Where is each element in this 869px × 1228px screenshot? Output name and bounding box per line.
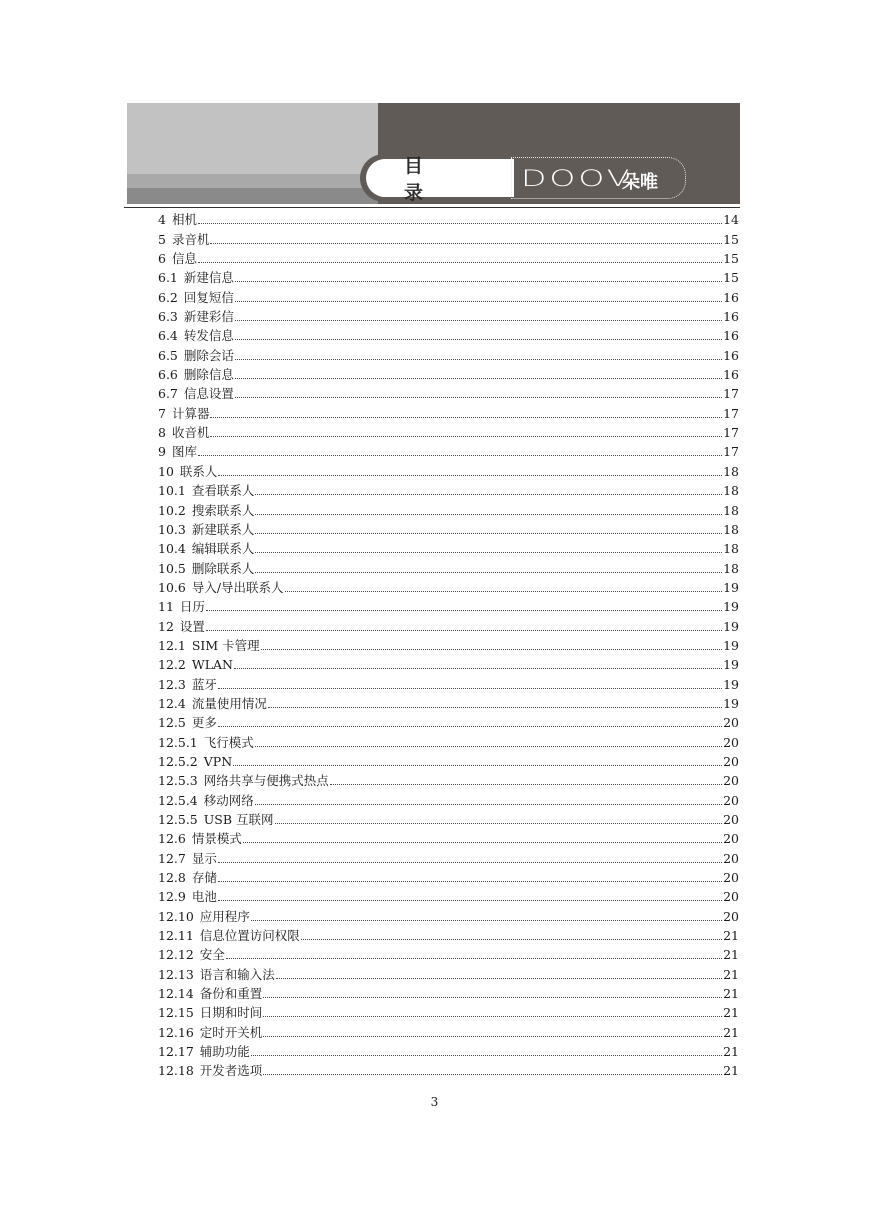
- toc-entry-leader: [276, 978, 722, 979]
- toc-entry[interactable]: [158, 788, 739, 807]
- toc-entry-leader: [218, 475, 722, 476]
- toc-entry-leader: [268, 707, 722, 708]
- toc-entry-title: SIM 卡管理: [191, 637, 260, 653]
- toc-entry[interactable]: [158, 614, 739, 633]
- toc-entry-title: 显示: [191, 850, 217, 866]
- toc-entry-number: 10.4: [158, 541, 186, 557]
- table-of-contents: [158, 208, 739, 1078]
- toc-entry-number: 12.17: [158, 1044, 194, 1060]
- toc-entry-page: 20: [723, 812, 739, 827]
- toc-entry-title: 流量使用情况: [191, 695, 267, 711]
- toc-entry-page: 19: [723, 599, 739, 615]
- toc-entry[interactable]: [158, 363, 739, 382]
- toc-entry-leader: [255, 494, 722, 495]
- brand-logo-latin: DOOV: [521, 167, 633, 192]
- toc-entry-title: 开发者选项: [199, 1063, 263, 1079]
- toc-entry-page: 20: [723, 831, 739, 847]
- toc-entry-page: 19: [723, 657, 739, 673]
- toc-entry-number: 12.5.2: [158, 753, 198, 769]
- toc-entry[interactable]: [158, 885, 739, 904]
- toc-entry-title: 信息位置访问权限: [199, 928, 300, 944]
- toc-entry[interactable]: [158, 808, 739, 827]
- toc-entry-page: 18: [723, 541, 739, 557]
- toc-entry-title: 移动网络: [203, 792, 254, 808]
- brand-logo: [511, 157, 686, 199]
- toc-entry-page: 18: [723, 483, 739, 499]
- toc-entry-number: 12.5.3: [158, 773, 198, 789]
- toc-entry-number: 12.10: [158, 908, 194, 924]
- toc-entry-leader: [251, 1055, 722, 1056]
- toc-entry-page: 16: [723, 367, 739, 383]
- toc-entry-page: 18: [723, 502, 739, 518]
- toc-entry-page: 19: [723, 695, 739, 711]
- toc-entry-number: 6.2: [158, 289, 178, 305]
- toc-entry-title: 网络共享与便携式热点: [203, 773, 329, 789]
- toc-entry[interactable]: [158, 518, 739, 537]
- toc-entry-number: 12.13: [158, 966, 194, 982]
- toc-entry-number: 12.3: [158, 676, 186, 692]
- toc-entry[interactable]: [158, 343, 739, 362]
- toc-entry-page: 16: [723, 309, 739, 325]
- toc-entry[interactable]: [158, 421, 739, 440]
- toc-entry[interactable]: [158, 498, 739, 517]
- toc-entry-leader: [198, 262, 722, 263]
- toc-entry[interactable]: [158, 750, 739, 769]
- toc-entry[interactable]: [158, 943, 739, 962]
- page-number: 3: [430, 1095, 439, 1109]
- toc-entry-number: 9: [158, 444, 166, 460]
- toc-entry-title: 收音机: [171, 425, 210, 441]
- toc-entry[interactable]: [158, 653, 739, 672]
- toc-entry-number: 12.1: [158, 637, 186, 653]
- toc-entry-number: 12.18: [158, 1063, 194, 1079]
- toc-entry-title: 新建联系人: [191, 521, 255, 537]
- toc-entry-title: 情景模式: [191, 831, 242, 847]
- toc-entry-leader: [218, 881, 722, 882]
- toc-entry-title: 应用程序: [199, 908, 250, 924]
- toc-entry[interactable]: [158, 305, 739, 324]
- toc-entry[interactable]: [158, 827, 739, 846]
- toc-entry-title: 飞行模式: [203, 734, 254, 750]
- toc-entry-number: 10.5: [158, 560, 186, 576]
- toc-entry[interactable]: [158, 382, 739, 401]
- toc-entry-title: 图库: [171, 444, 197, 460]
- toc-entry[interactable]: [158, 576, 739, 595]
- toc-entry-title: 电池: [191, 889, 217, 905]
- toc-entry-title: 计算器: [171, 405, 210, 421]
- toc-entry-page: 15: [723, 251, 739, 267]
- toc-entry-number: 12.6: [158, 831, 186, 847]
- toc-entry[interactable]: [158, 711, 739, 730]
- toc-entry-leader: [206, 610, 722, 611]
- toc-entry-page: 20: [723, 908, 739, 924]
- toc-entry-title: 联系人: [179, 463, 218, 479]
- toc-entry-title: 定时开关机: [199, 1024, 263, 1040]
- toc-entry-leader: [275, 823, 723, 824]
- toc-entry[interactable]: [158, 247, 739, 266]
- toc-entry-leader: [235, 320, 722, 321]
- toc-entry-number: 12.5: [158, 715, 186, 731]
- toc-entry-page: 20: [723, 792, 739, 808]
- toc-entry-page: 19: [723, 637, 739, 653]
- toc-entry-leader: [243, 842, 722, 843]
- toc-entry-page: 21: [723, 928, 739, 944]
- toc-entry-leader: [218, 900, 722, 901]
- toc-entry-page: 21: [723, 947, 739, 963]
- toc-entry-leader: [235, 281, 722, 282]
- toc-entry[interactable]: [158, 479, 739, 498]
- toc-entry-leader: [218, 688, 722, 689]
- toc-entry-number: 6.3: [158, 309, 178, 325]
- toc-entry-leader: [233, 765, 722, 766]
- toc-entry-title: 转发信息: [183, 328, 234, 344]
- toc-entry-leader: [255, 552, 722, 553]
- toc-entry-title: 语言和输入法: [199, 966, 275, 982]
- toc-entry-title: 备份和重置: [199, 986, 263, 1002]
- header-left-band-middle: [127, 174, 378, 188]
- toc-entry-title: 导入/导出联系人: [191, 579, 284, 595]
- toc-entry-number: 10.6: [158, 579, 186, 595]
- toc-entry-title: 编辑联系人: [191, 541, 255, 557]
- toc-entry-page: 20: [723, 753, 739, 769]
- toc-entry[interactable]: [158, 1040, 739, 1059]
- toc-entry-title: 新建彩信: [183, 309, 234, 325]
- toc-entry-number: 6: [158, 251, 166, 267]
- toc-entry-leader: [218, 726, 722, 727]
- toc-entry-leader: [226, 958, 722, 959]
- toc-entry-number: 12.7: [158, 850, 186, 866]
- toc-entry-title: 新建信息: [183, 270, 234, 286]
- toc-entry-number: 8: [158, 425, 166, 441]
- toc-entry-number: 12.5.1: [158, 734, 198, 750]
- toc-entry-page: 19: [723, 579, 739, 595]
- toc-entry[interactable]: [158, 924, 739, 943]
- toc-entry-leader: [330, 784, 722, 785]
- toc-entry-leader: [235, 359, 722, 360]
- toc-entry[interactable]: [158, 692, 739, 711]
- toc-entry-title: 信息设置: [183, 386, 234, 402]
- toc-entry-page: 15: [723, 231, 739, 247]
- page-title: 目录: [404, 155, 462, 204]
- toc-entry-title: 存储: [191, 870, 217, 886]
- toc-entry-title: 辅助功能: [199, 1044, 250, 1060]
- toc-entry-page: 16: [723, 289, 739, 305]
- toc-entry-title: 相机: [171, 212, 197, 228]
- toc-entry[interactable]: [158, 595, 739, 614]
- toc-entry-title: 回复短信: [183, 289, 234, 305]
- toc-entry-title: 设置: [179, 618, 205, 634]
- toc-entry-leader: [210, 436, 722, 437]
- toc-entry-page: 21: [723, 966, 739, 982]
- toc-entry[interactable]: [158, 982, 739, 1001]
- toc-entry-title: VPN: [203, 753, 233, 769]
- toc-entry-page: 20: [723, 715, 739, 731]
- toc-entry-leader: [255, 514, 722, 515]
- toc-entry[interactable]: [158, 1001, 739, 1020]
- toc-entry-number: 12.5.4: [158, 792, 198, 808]
- toc-entry-page: 18: [723, 521, 739, 537]
- toc-entry-number: 12.12: [158, 947, 194, 963]
- toc-entry-title: 更多: [191, 715, 217, 731]
- title-tab: [360, 154, 520, 202]
- toc-entry-page: 21: [723, 1005, 739, 1021]
- toc-entry-number: 5: [158, 231, 166, 247]
- toc-entry-leader: [263, 1016, 722, 1017]
- toc-entry-leader: [255, 533, 722, 534]
- brand-logo-chinese: 朵唯: [622, 172, 658, 193]
- toc-entry-title: 蓝牙: [191, 676, 217, 692]
- toc-entry[interactable]: [158, 459, 739, 478]
- toc-entry-leader: [263, 1074, 722, 1075]
- toc-entry-page: 18: [723, 560, 739, 576]
- toc-entry-number: 7: [158, 405, 166, 421]
- toc-entry-leader: [210, 243, 722, 244]
- toc-entry-title: 删除信息: [183, 367, 234, 383]
- toc-entry-page: 17: [723, 444, 739, 460]
- toc-entry-title: 日历: [179, 599, 205, 615]
- toc-entry[interactable]: [158, 1020, 739, 1039]
- toc-entry-leader: [261, 649, 722, 650]
- toc-entry-leader: [263, 1036, 722, 1037]
- title-tab-inner: [366, 155, 514, 204]
- toc-entry-leader: [255, 804, 722, 805]
- toc-entry-number: 10: [158, 463, 174, 479]
- toc-entry-title: 删除会话: [183, 347, 234, 363]
- toc-entry-title: 安全: [199, 947, 225, 963]
- toc-entry-leader: [255, 572, 722, 573]
- toc-entry[interactable]: [158, 537, 739, 556]
- toc-entry-page: 15: [723, 270, 739, 286]
- toc-entry-page: 20: [723, 850, 739, 866]
- toc-entry-number: 12.8: [158, 870, 186, 886]
- header-left-band-top: [127, 103, 378, 174]
- toc-entry[interactable]: [158, 634, 739, 653]
- toc-entry-number: 10.1: [158, 483, 186, 499]
- toc-entry-number: 12.9: [158, 889, 186, 905]
- toc-entry-leader: [301, 939, 722, 940]
- toc-entry[interactable]: [158, 730, 739, 749]
- toc-entry-title: 搜索联系人: [191, 502, 255, 518]
- toc-entry[interactable]: [158, 440, 739, 459]
- toc-entry-number: 12.14: [158, 986, 194, 1002]
- toc-entry-number: 6.1: [158, 270, 178, 286]
- toc-entry[interactable]: [158, 324, 739, 343]
- toc-entry-page: 21: [723, 1024, 739, 1040]
- toc-entry-title: 信息: [171, 251, 197, 267]
- toc-entry[interactable]: [158, 866, 739, 885]
- header-left-band-bottom: [127, 188, 378, 204]
- toc-entry-page: 14: [723, 212, 739, 228]
- toc-entry[interactable]: [158, 672, 739, 691]
- toc-entry[interactable]: [158, 266, 739, 285]
- toc-entry-page: 19: [723, 618, 739, 634]
- toc-entry-leader: [263, 997, 722, 998]
- toc-entry-leader: [255, 746, 722, 747]
- toc-entry-title: 录音机: [171, 231, 210, 247]
- toc-entry[interactable]: [158, 285, 739, 304]
- toc-entry-number: 12.11: [158, 928, 194, 944]
- toc-entry-page: 16: [723, 347, 739, 363]
- toc-entry-number: 6.5: [158, 347, 178, 363]
- toc-entry-number: 12.16: [158, 1024, 194, 1040]
- toc-entry-page: 17: [723, 405, 739, 421]
- toc-entry[interactable]: [158, 904, 739, 923]
- toc-entry-title: WLAN: [191, 657, 233, 673]
- toc-entry-leader: [198, 455, 722, 456]
- toc-entry-page: 17: [723, 386, 739, 402]
- toc-entry-page: 20: [723, 773, 739, 789]
- toc-entry-page: 21: [723, 986, 739, 1002]
- toc-entry-leader: [251, 920, 722, 921]
- toc-entry-leader: [210, 417, 722, 418]
- toc-entry-page: 20: [723, 734, 739, 750]
- toc-entry-page: 21: [723, 1063, 739, 1079]
- toc-entry[interactable]: [158, 846, 739, 865]
- toc-entry-leader: [235, 378, 722, 379]
- toc-entry-number: 12.4: [158, 695, 186, 711]
- toc-entry-number: 12.15: [158, 1005, 194, 1021]
- toc-entry[interactable]: [158, 401, 739, 420]
- toc-entry-number: 12.5.5: [158, 812, 198, 827]
- toc-entry-number: 6.4: [158, 328, 178, 344]
- toc-entry-leader: [218, 862, 722, 863]
- toc-entry-page: 20: [723, 870, 739, 886]
- toc-entry-title: USB 互联网: [203, 812, 274, 827]
- toc-entry-title: 日期和时间: [199, 1005, 263, 1021]
- toc-entry-number: 6.7: [158, 386, 178, 402]
- toc-entry-leader: [235, 397, 722, 398]
- toc-entry-title: 查看联系人: [191, 483, 255, 499]
- toc-entry-leader: [285, 591, 723, 592]
- toc-entry-page: 18: [723, 463, 739, 479]
- toc-entry-number: 12.2: [158, 657, 186, 673]
- toc-entry-leader: [198, 223, 722, 224]
- toc-entry-title: 删除联系人: [191, 560, 255, 576]
- toc-entry[interactable]: [158, 208, 739, 227]
- toc-entry[interactable]: [158, 962, 739, 981]
- toc-entry-number: 10.3: [158, 521, 186, 537]
- toc-entry-page: 17: [723, 425, 739, 441]
- toc-entry-page: 19: [723, 676, 739, 692]
- toc-entry-leader: [235, 339, 722, 340]
- toc-entry-leader: [234, 668, 722, 669]
- toc-entry-number: 12: [158, 618, 174, 634]
- toc-entry-page: 16: [723, 328, 739, 344]
- toc-entry-number: 4: [158, 212, 166, 228]
- toc-entry[interactable]: [158, 1059, 739, 1078]
- toc-entry-number: 10.2: [158, 502, 186, 518]
- toc-entry-page: 20: [723, 889, 739, 905]
- toc-entry-leader: [206, 630, 722, 631]
- page-header: [127, 103, 740, 204]
- toc-entry[interactable]: [158, 769, 739, 788]
- toc-entry[interactable]: [158, 556, 739, 575]
- toc-entry-number: 6.6: [158, 367, 178, 383]
- toc-entry-number: 11: [158, 599, 174, 615]
- toc-entry-leader: [235, 301, 722, 302]
- toc-entry-page: 21: [723, 1044, 739, 1060]
- toc-entry[interactable]: [158, 227, 739, 246]
